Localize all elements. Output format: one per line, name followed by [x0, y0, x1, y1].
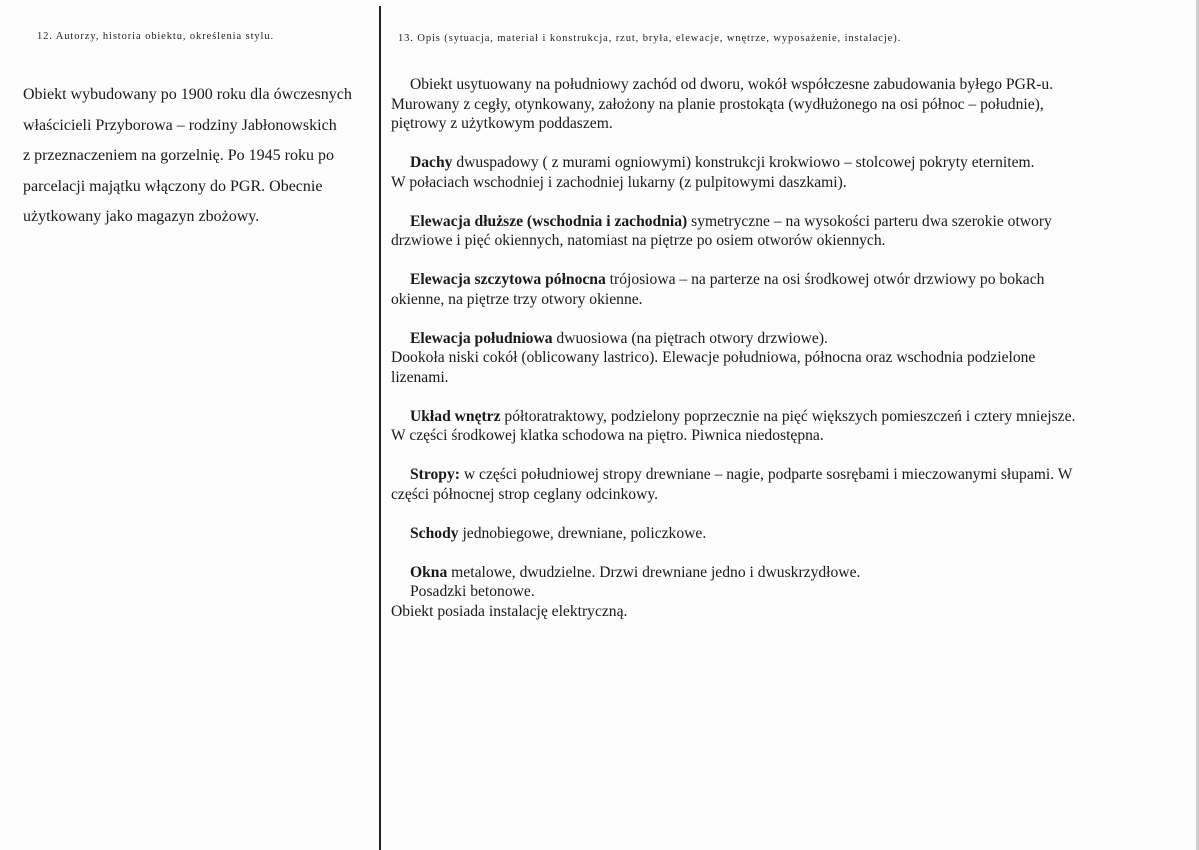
paragraph-line: Posadzki betonowe. [410, 583, 535, 600]
paragraph-line: W połaciach wschodniej i zachodniej lukarny (z pulpitowymi daszkami). [391, 173, 847, 191]
paragraph-term: Elewacja szczytowa północna [410, 271, 606, 288]
paragraph-line: lizenami. [391, 368, 449, 386]
paragraph-line: W części środkowej klatka schodowa na piętro. Piwnica niedostępna. [391, 427, 824, 444]
paragraph-line: symetryczne – na wysokości parteru dwa szerokie otwory [687, 212, 1052, 230]
paragraph-line: drzwiowe i pięć okiennych, natomiast na piętrze po osiem otworów okiennych. [391, 232, 886, 249]
history-line-3: z przeznaczeniem na gorzelnię. Po 1945 roku po [23, 147, 334, 164]
paragraph-line: części północnej strop ceglany odcinkowy. [391, 485, 659, 503]
paragraph-term: Elewacja dłuższe (wschodnia i zachodnia) [410, 212, 688, 230]
paragraph-windows [391, 563, 1151, 622]
paragraph-stairs [391, 524, 1151, 544]
paragraph-south-elevation [391, 329, 1151, 388]
paragraph-line: Obiekt usytuowany na południowy zachód od dworu, wokół współczesne zabudowania byłego PGR-u. [410, 76, 1054, 93]
paragraph-line: trójosiowa – na parterze na osi środkowej otwór drzwiowy po bokach [605, 271, 1045, 288]
history-line-4: parcelacji majątku włączony do PGR. Obecnie [23, 177, 323, 195]
section-12-heading: 12. Autorzy, historia obiektu, określenia stylu. [37, 31, 275, 42]
paragraph-line: w części południowej stropy drewniane – nagie, podparte sosrębami i mieczowanymi słupami. W [459, 466, 1073, 483]
paragraph-term: Stropy: [410, 466, 460, 483]
paragraph-roof [391, 153, 1151, 192]
history-line-2: właścicieli Przyborowa – rodziny Jabłonowskich [23, 116, 337, 134]
paragraph-line: Murowany z cegły, otynkowany, założony na planie prostokąta (wydłużonego na osi północ – południe), [391, 95, 1044, 113]
paragraph-line: jednobiegowe, drewniane, policzkowe. [458, 524, 707, 542]
history-line-5: użytkowany jako magazyn zbożowy. [23, 208, 260, 225]
section-12-text [23, 80, 375, 233]
paragraph-line: dwuspadowy ( z murami ogniowymi) konstrukcji krokwiowo – stolcowej pokryty eternitem. [452, 154, 1035, 171]
paragraph-line: okienne, na piętrze trzy otwory okienne. [391, 290, 643, 308]
paragraph-term: Okna [410, 563, 448, 581]
paragraph-term: Dachy [410, 154, 453, 171]
paragraph-line: metalowe, dwudzielne. Drzwi drewniane jedno i dwuskrzydłowe. [447, 563, 861, 581]
paragraph-term: Układ wnętrz [410, 407, 501, 425]
paragraph-line: Dookoła niski cokół (oblicowany lastrico). Elewacje południowa, północna oraz wschodnia podzielone [391, 349, 1036, 366]
paragraph-line: Obiekt posiada instalację elektryczną. [391, 602, 628, 620]
section-13-heading: 13. Opis (sytuacja, materiał i konstrukcja, rzut, bryła, elewacje, wnętrze, wyposażenie, instalacje). [398, 33, 902, 44]
paragraph-interior [391, 407, 1151, 446]
paragraph-term: Elewacja południowa [410, 329, 553, 347]
paragraph-line: półtoratraktowy, podzielony poprzecznie na pięć większych pomieszczeń i cztery mniejsze. [500, 407, 1076, 425]
paragraph-ceilings [391, 465, 1151, 504]
paragraph-long-elevations [391, 212, 1151, 251]
section-13-text [391, 75, 1151, 621]
paragraph-term: Schody [410, 524, 459, 542]
history-line-1: Obiekt wybudowany po 1900 roku dla ówczesnych [23, 86, 352, 103]
paragraph-line: dwuosiowa (na piętrach otwory drzwiowe). [552, 329, 828, 347]
paragraph-line: piętrowy z użytkowym poddaszem. [391, 115, 613, 132]
paragraph-situation [391, 75, 1151, 134]
paragraph-north-gable [391, 270, 1151, 309]
column-divider [379, 6, 381, 850]
